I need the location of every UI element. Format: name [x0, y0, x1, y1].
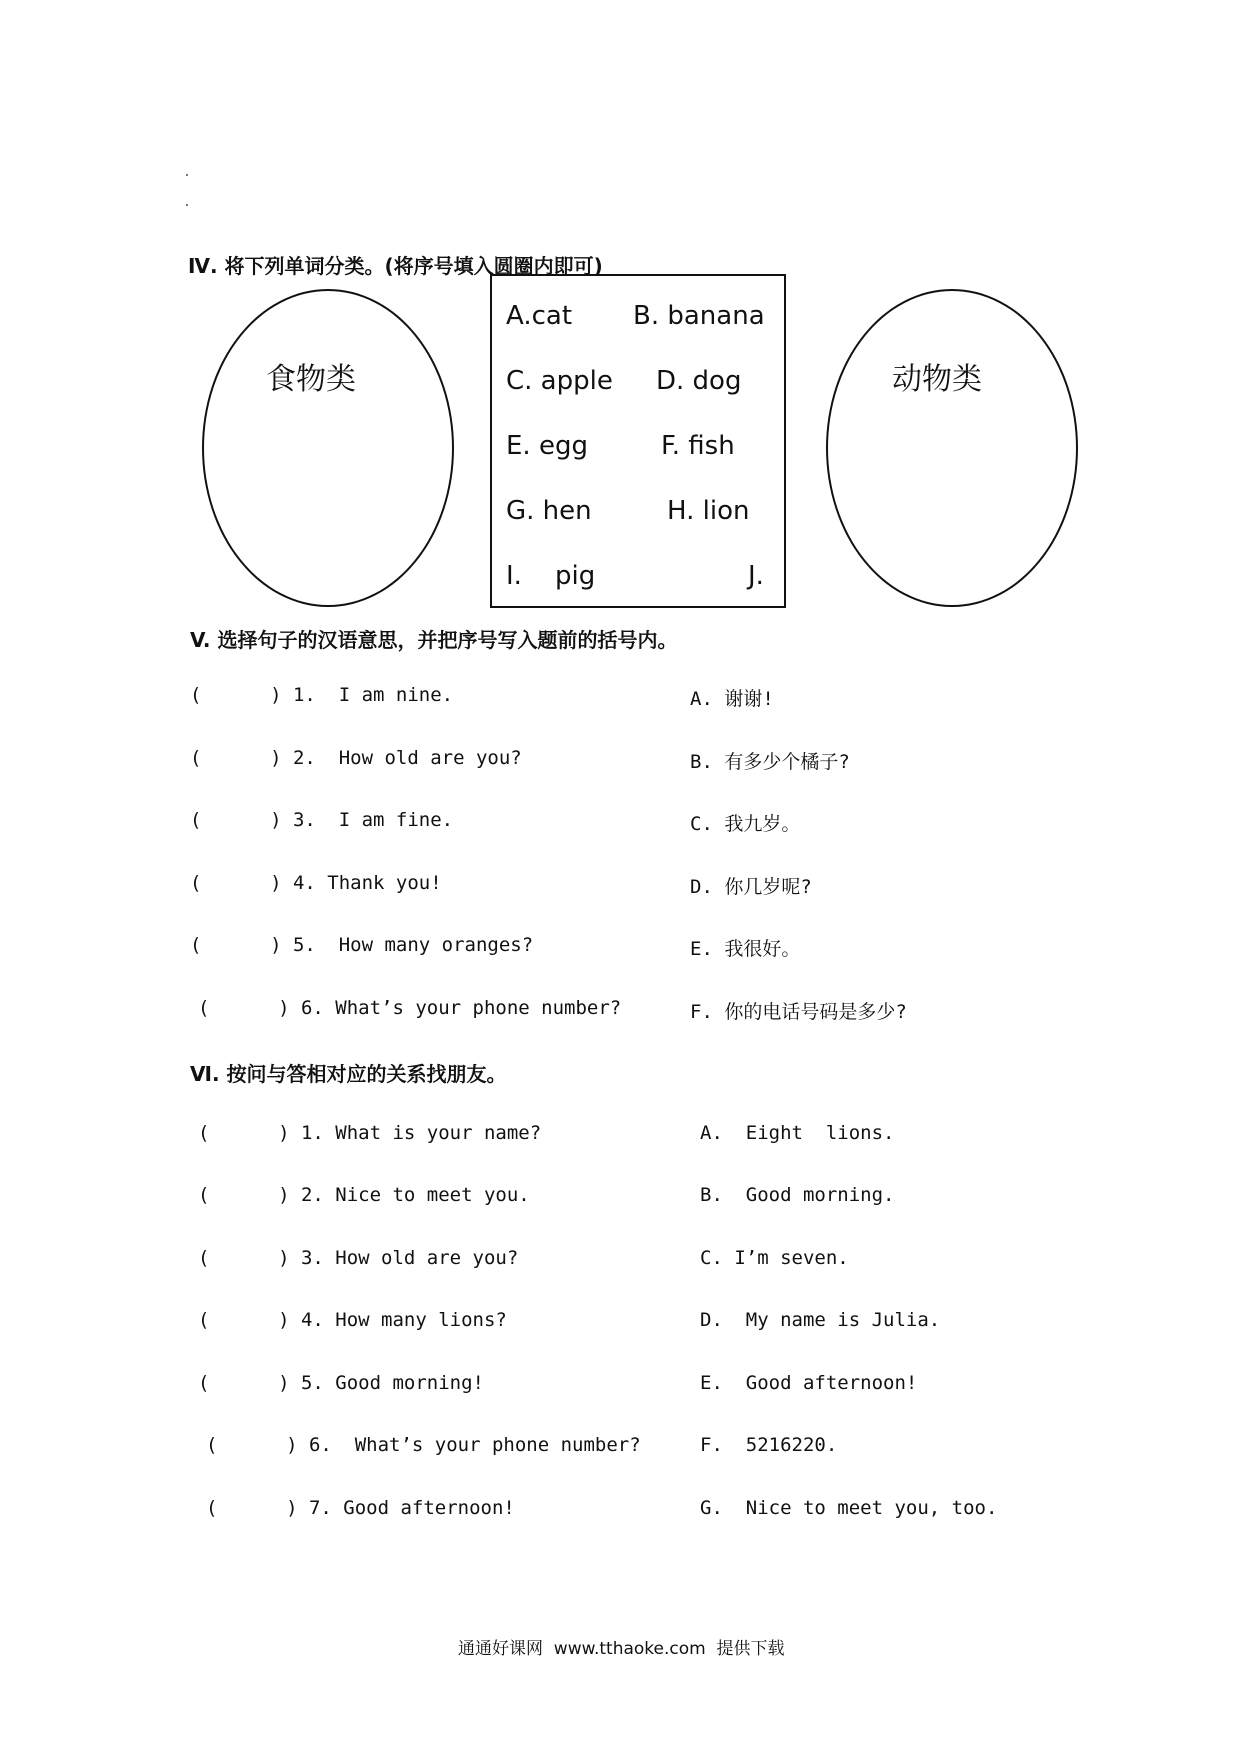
s5-question-2: ( ) 2. How old are you? [190, 747, 522, 769]
s5-question-4: ( ) 4. Thank you! [190, 872, 442, 894]
section6-title: Ⅵ. 按问与答相对应的关系找朋友。 [190, 1062, 507, 1086]
s6-answer-c: C. I’m seven. [700, 1247, 849, 1269]
animal-label: 动物类 [892, 362, 982, 397]
s6-answer-d: D. My name is Julia. [700, 1309, 941, 1331]
s6-answer-e: E. Good afternoon! [700, 1372, 918, 1394]
word-item: A.cat [506, 301, 573, 331]
dot-artifact [186, 174, 188, 176]
s6-answer-g: G. Nice to meet you, too. [700, 1497, 998, 1519]
word-item: D. dog [656, 366, 742, 396]
s6-answer-f: F. 5216220. [700, 1434, 838, 1456]
word-item: F. fish [661, 431, 735, 461]
word-item: G. hen [506, 496, 592, 526]
s6-question-3: ( ) 3. How old are you? [198, 1247, 519, 1269]
s6-answer-b: B. Good morning. [700, 1184, 895, 1206]
s6-question-7: ( ) 7. Good afternoon! [206, 1497, 515, 1519]
s5-question-1: ( ) 1. I am nine. [190, 684, 454, 706]
s5-answer-d: D. 你几岁呢? [690, 876, 812, 898]
footer-text: 通通好课网 www.tthaoke.com 提供下载 [458, 1639, 785, 1659]
food-oval [202, 289, 454, 607]
section5-title: V. 选择句子的汉语意思，并把序号写入题前的括号内。 [190, 628, 678, 652]
animal-oval [826, 289, 1078, 607]
dot-artifact [186, 204, 188, 206]
food-label: 食物类 [266, 362, 356, 397]
s5-answer-c: C. 我九岁。 [690, 813, 801, 835]
word-item: B. banana [633, 301, 765, 331]
s6-question-5: ( ) 5. Good morning! [198, 1372, 484, 1394]
s6-question-6: ( ) 6. What’s your phone number? [206, 1434, 641, 1456]
s5-answer-f: F. 你的电话号码是多少? [690, 1001, 907, 1023]
s6-question-1: ( ) 1. What is your name? [198, 1122, 542, 1144]
s5-answer-b: B. 有多少个橘子? [690, 751, 850, 773]
word-item: J. [748, 561, 764, 591]
s6-question-2: ( ) 2. Nice to meet you. [198, 1184, 530, 1206]
word-item: E. egg [506, 431, 588, 461]
s6-question-4: ( ) 4. How many lions? [198, 1309, 507, 1331]
section4-title: Ⅳ. 将下列单词分类。(将序号填入圆圈内即可) [188, 254, 603, 278]
s5-question-6: ( ) 6. What’s your phone number? [198, 997, 622, 1019]
s6-answer-a: A. Eight lions. [700, 1122, 895, 1144]
s5-question-5: ( ) 5. How many oranges? [190, 934, 534, 956]
s5-answer-e: E. 我很好。 [690, 938, 801, 960]
s5-question-3: ( ) 3. I am fine. [190, 809, 454, 831]
s5-answer-a: A. 谢谢! [690, 688, 774, 710]
word-item: H. lion [667, 496, 750, 526]
word-item: C. apple [506, 366, 613, 396]
word-item: I. pig [506, 561, 596, 591]
